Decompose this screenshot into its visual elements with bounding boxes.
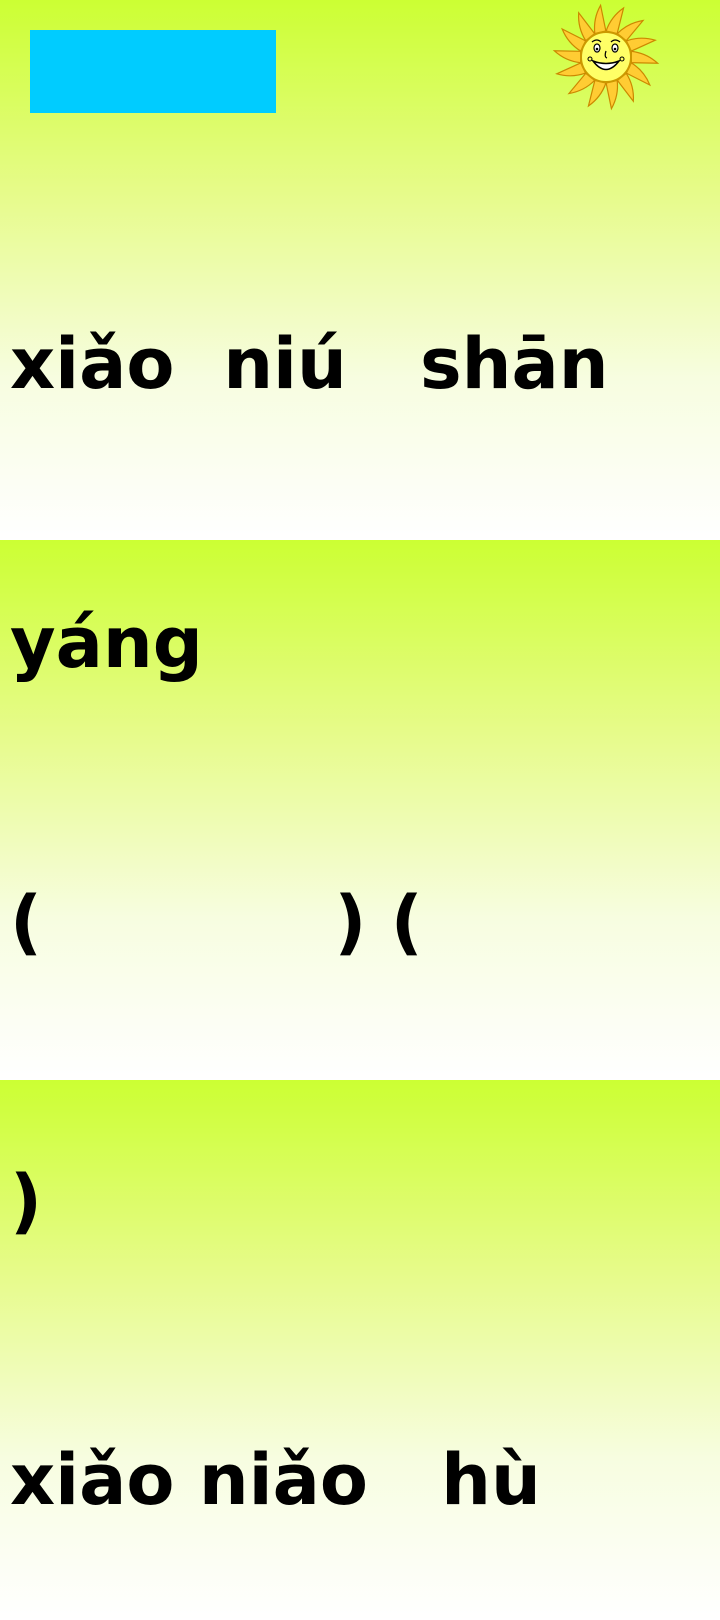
pinyin-text-block xyxy=(10,132,710,1620)
sun-ray xyxy=(631,51,657,63)
blank-parentheses-line-1: ( ) ( xyxy=(10,881,423,963)
sun-ray xyxy=(594,5,605,33)
blue-title-box xyxy=(30,30,276,113)
blank-parentheses-line-2: ) xyxy=(10,1160,42,1242)
sun-ray xyxy=(606,80,617,108)
sun-ray xyxy=(554,51,580,63)
pinyin-line-1: xiǎo niú shān xyxy=(10,323,609,405)
smiling-sun-icon xyxy=(548,2,664,112)
pinyin-line-3: xiǎo niǎo hù xyxy=(10,1439,541,1521)
pinyin-line-2: yáng xyxy=(10,602,203,684)
